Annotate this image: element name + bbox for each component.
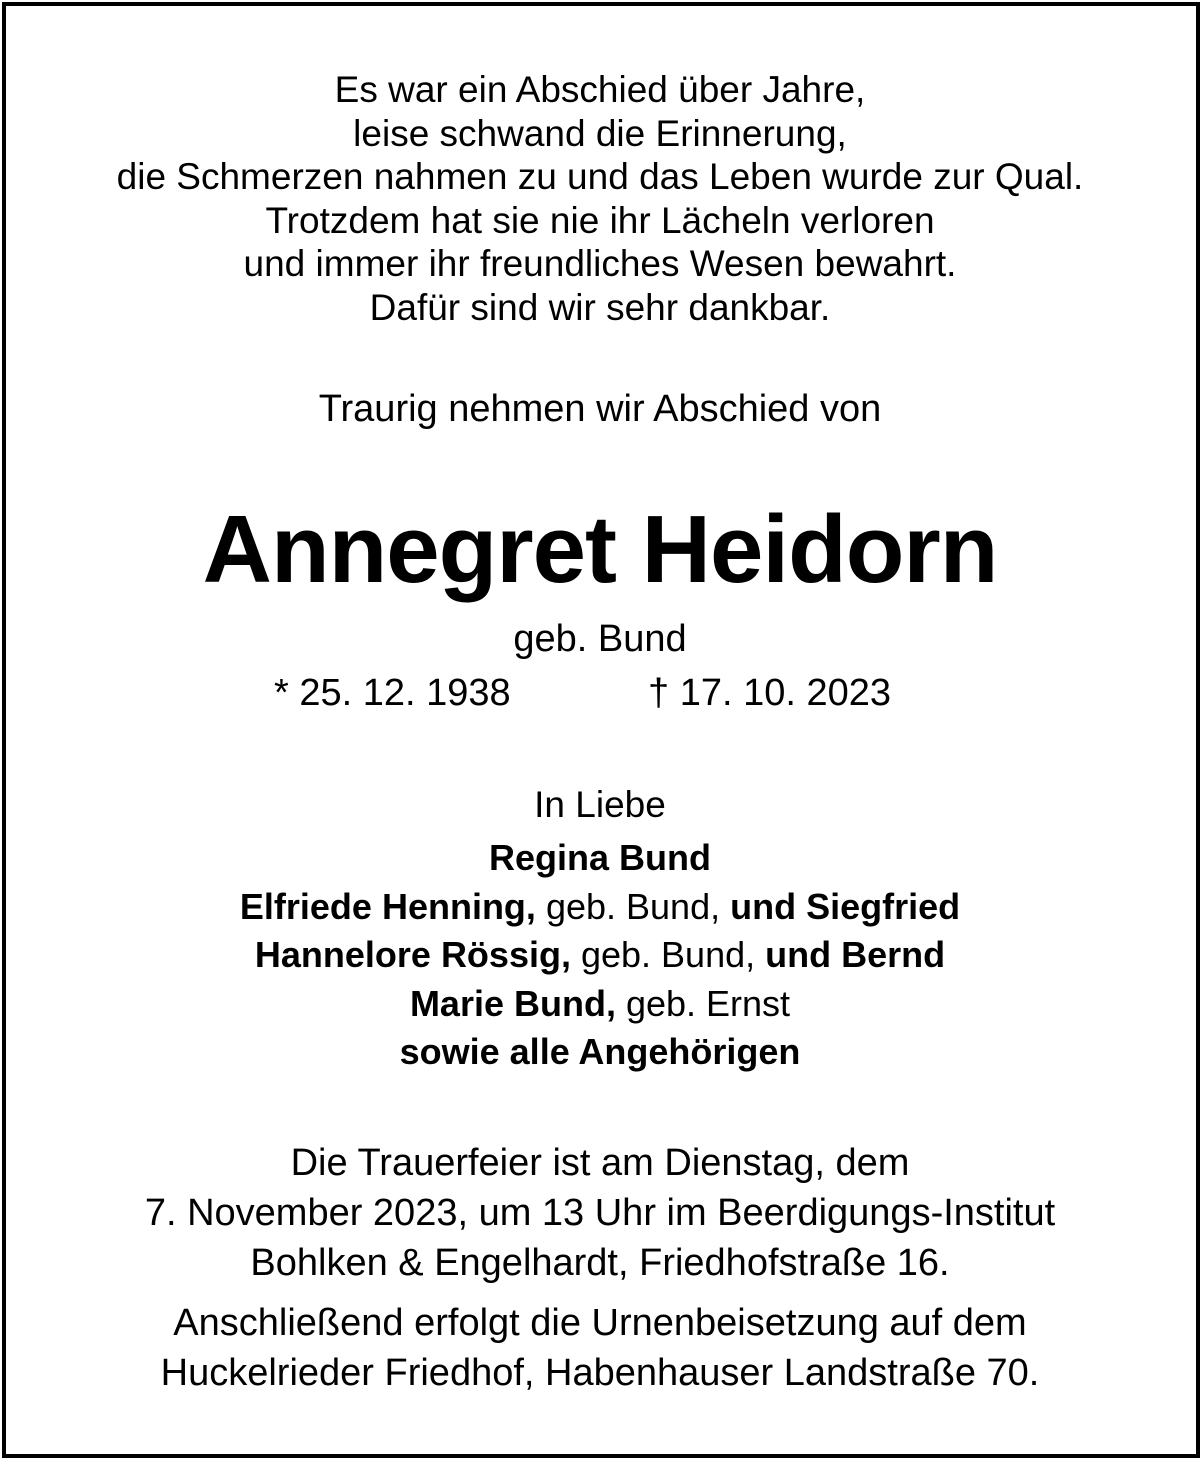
mourner-relatives: sowie alle Angehörigen [399,1031,801,1072]
service-line: Bohlken & Engelhardt, Friedhofstraße 16. [250,1242,950,1284]
mourner-name: Regina Bund [489,837,711,878]
verse-line: die Schmerzen nahmen zu und das Leben wurde zur Qual. [116,156,1084,197]
deceased-name: Annegret Heidorn [202,496,998,603]
mourner-line [0,834,1200,883]
service-line: 7. November 2023, um 13 Uhr im Beerdigungs-Institut [144,1192,1056,1234]
birth-name: geb. Bund [513,618,687,660]
mourner-line [0,931,1200,980]
mourner-line [0,1028,1200,1077]
mourner-name: Marie Bund, [409,982,616,1024]
mourner-birth-name: geb. Bund, [535,885,731,927]
burial-line: Anschließend erfolgt die Urnenbeisetzung auf dem [173,1302,1027,1344]
verse-line: Dafür sind wir sehr dankbar. [369,286,831,328]
mourner-name: Elfriede Henning, [239,885,536,927]
verse-line: Es war ein Abschied über Jahre, [334,69,866,110]
verse-line: und immer ihr freundliches Wesen bewahrt. [243,243,957,284]
burial-line: Huckelrieder Friedhof, Habenhauser Landstraße 70. [160,1352,1040,1394]
life-dates [0,668,1200,718]
mourner-partner: und Bernd [765,934,946,975]
birth-date: * 25. 12. 1938 [274,672,511,714]
mourner-partner: und Siegfried [730,885,961,927]
verse-line: leise schwand die Erinnerung, [353,112,847,154]
verse-line: Trotzdem hat sie nie ihr Lächeln verloren [265,199,935,241]
mourner-name: Hannelore Rössig, [254,934,571,975]
mourner-line [0,883,1200,932]
mourners-list [0,834,1200,1077]
service-line: Die Trauerfeier ist am Dienstag, dem [290,1142,910,1184]
funeral-service-info [0,1138,1200,1288]
memorial-verse [0,68,1200,329]
mourner-line [0,980,1200,1029]
death-date: † 17. 10. 2023 [648,672,891,714]
intro-line: Traurig nehmen wir Abschied von [318,388,882,430]
burial-info [0,1298,1200,1398]
mourner-birth-name: geb. Bund, [570,934,766,975]
mourner-birth-name: geb. Ernst [615,982,791,1024]
closing-phrase: In Liebe [534,784,666,825]
